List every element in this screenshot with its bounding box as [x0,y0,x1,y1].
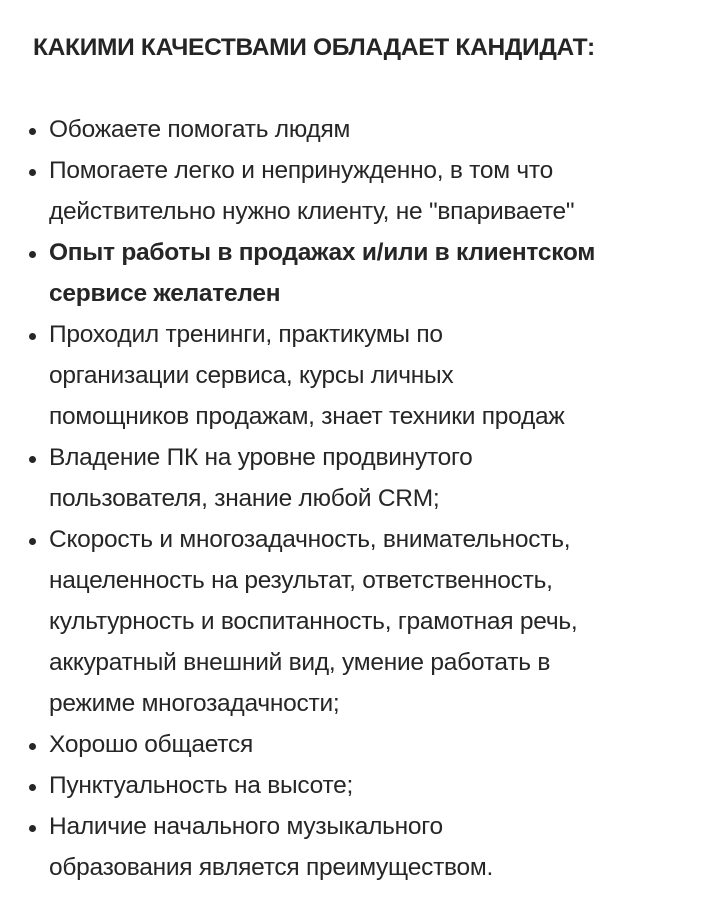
list-item-text: пользователя, знание любой CRM; [49,485,440,512]
bullet-icon [29,538,36,545]
list-item [25,150,690,232]
list-item-text: Опыт работы в продажах и/или в клиентском [49,239,596,266]
list-item [25,109,690,150]
list-item-text: Помогаете легко и непринужденно, в том что [49,157,553,184]
list-item [25,806,690,888]
list-item-text: образования является преимуществом. [49,854,494,881]
list-item-text: режиме многозадачности; [49,690,340,717]
list-item [25,724,690,765]
list-item-text: Скорость и многозадачность, внимательность, [49,526,571,553]
bullet-icon [29,251,36,258]
list-item-text: Обожаете помогать людям [49,116,351,143]
list-item [25,519,690,724]
list-item-text: сервисе желателен [49,280,281,307]
bullet-icon [29,784,36,791]
list-item-text: Пунктуальность на высоте; [49,772,354,799]
list-item-text: действительно нужно клиенту, не "впариваете" [49,198,575,225]
bullet-icon [29,169,36,176]
bullet-icon [29,333,36,340]
bullet-icon [29,743,36,750]
list-item-text: организации сервиса, курсы личных [49,362,454,389]
list-item-text: Владение ПК на уровне продвинутого [49,444,473,471]
list-item [25,765,690,806]
list-item-text: нацеленность на результат, ответственность, [49,567,553,594]
list-item-text: Наличие начального музыкального [49,813,443,840]
list-item [25,232,690,314]
bullet-icon [29,128,36,135]
list-item [25,314,690,437]
list-item [25,437,690,519]
bullet-icon [29,825,36,832]
list-item-text: Хорошо общается [49,731,253,758]
bullet-icon [29,456,36,463]
qualities-list [25,109,690,888]
list-item-text: культурность и воспитанность, грамотная речь, [49,608,578,635]
page-heading: КАКИМИ КАЧЕСТВАМИ ОБЛАДАЕТ КАНДИДАТ: [33,34,595,61]
list-item-text: помощников продажам, знает техники продаж [49,403,565,430]
list-item-text: Проходил тренинги, практикумы по [49,321,443,348]
list-item-text: аккуратный внешний вид, умение работать в [49,649,551,676]
